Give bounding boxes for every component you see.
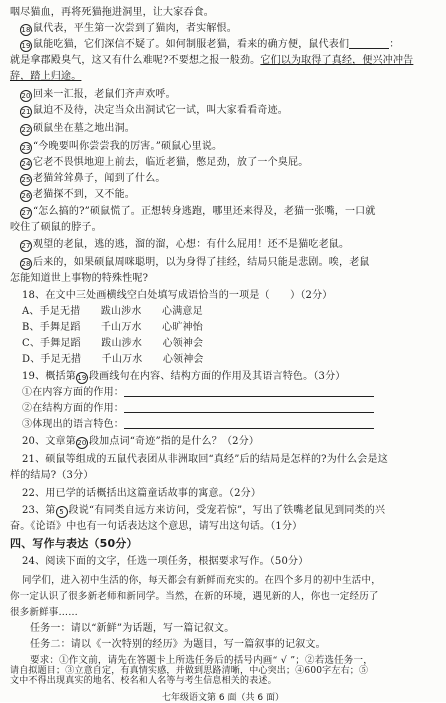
text-line: [10, 272, 446, 285]
footer-text: 七年级语文第 6 面（共 6 面）: [162, 693, 284, 703]
question-text: 段加点词“奇迹”指的是什么？（2分）: [88, 436, 260, 447]
line-text: 老猫耸耸鼻子，闻到了什么。: [33, 173, 166, 184]
paragraph-number: 18: [21, 26, 31, 34]
answer-row: [22, 402, 446, 415]
question-text: 21、硕鼠等组成的五鼠代表团从非洲取回“真经”后的结局是怎样的?为什么会是这: [22, 454, 388, 465]
answer-blank[interactable]: [124, 396, 374, 397]
task-one: [30, 622, 446, 635]
paragraph-line: [20, 104, 446, 118]
paragraph-number: 20: [21, 92, 31, 100]
answer-blank[interactable]: [349, 48, 389, 49]
paragraph-line: [20, 22, 446, 36]
line-text: 怎能知道世上事物的特殊性呢?: [10, 273, 149, 284]
underlined-sentence: 辞，踏上归途。: [10, 71, 82, 82]
underlined-sentence: 它们以为取得了真经，便兴冲冲告: [260, 55, 414, 66]
page-footer: [0, 690, 446, 703]
question-20: [22, 435, 446, 449]
line-text: 回来一汇报，老鼠们齐声欢呼。: [33, 89, 176, 100]
question-24: [22, 555, 446, 568]
option-text: A、手足无措 跋山涉水 心满意足: [22, 306, 203, 317]
paragraph-line: [20, 88, 446, 102]
option-d[interactable]: [22, 353, 446, 366]
line-text: 咽尽猫血，再将死猫拖进洞里，让大家吞食。: [10, 7, 214, 18]
paragraph-number: 25: [21, 176, 31, 184]
paragraph-line: [20, 256, 446, 270]
heading-text: 四、写作与表达（50分）: [10, 537, 138, 550]
line-text: 鼠代表，平生第一次尝到了猫肉，者实解恨。: [33, 23, 237, 34]
question-text: 奋。《论语》中也有一句话表达这个意思，请写出这句话。（1分）: [10, 521, 303, 532]
line-text: 任务一：请以“新鲜”为话题，写一篇记叙文。: [30, 623, 235, 634]
line-text: 它老不畏惧地迎上前去，临近老猫，憋足劲，放了一个臭屁。: [33, 157, 309, 168]
paragraph-number: 27: [21, 242, 31, 250]
requirements: [10, 666, 446, 676]
answer-blank[interactable]: [124, 412, 374, 413]
text-line: [10, 54, 446, 67]
line-text: 要求：①作文前，请先在答题卡上所选任务后的括号内画“ √ ”；②若选任务一，: [30, 655, 373, 666]
option-a[interactable]: [22, 305, 446, 318]
question-text: 段画线句在内容、结构方面的作用及其语言特色。（3分）: [88, 371, 346, 382]
line-text: “怎么搞的?”硕鼠慌了。正想转身逃跑，哪里还来得及，老猫一张嘴，一口就: [33, 206, 376, 217]
question-text: 22、用已学的话概括出这篇童话故事的寓意。（2分）: [22, 488, 262, 499]
text-line: [10, 520, 446, 533]
line-text: “今晚要叫你尝尝我的厉害。”硕鼠心里说。: [33, 141, 223, 152]
answer-label: ①在内容方面的作用：: [22, 387, 124, 398]
line-text: 后来的，如果硕鼠周咪聪明，以为身得了挂经，结局只能是悲剧。唉，老鼠: [33, 257, 370, 268]
question-text: 23、第: [22, 505, 56, 516]
paragraph-number: 19: [21, 42, 31, 50]
paragraph-line: [20, 188, 446, 202]
text-line: [10, 70, 446, 83]
paragraph-number: 27: [21, 209, 31, 217]
question-22: [22, 487, 446, 500]
paragraph-line: [20, 122, 446, 136]
line-text: 咬住了硕鼠的脖子。: [10, 222, 102, 233]
section-heading: [10, 537, 446, 550]
prompt-text: [22, 574, 446, 587]
paragraph-line: [20, 156, 446, 170]
line-text: 同学们，进入初中生活的你，每天都会有新鲜而充实的。在四个多月的初中生活中，: [22, 575, 381, 586]
paragraph-line: [20, 140, 446, 154]
text-line: [10, 221, 446, 234]
answer-blank[interactable]: [124, 428, 374, 429]
paragraph-number: 23: [21, 144, 31, 152]
line-text: 任务二：请以《一次特别的经历》为题目，写一篇叙事的记叙文。: [30, 639, 326, 650]
question-19: [22, 370, 446, 384]
paragraph-number: 24: [21, 160, 31, 168]
paragraph-number: 26: [21, 192, 31, 200]
answer-row: [22, 386, 446, 399]
question-18: [22, 289, 446, 302]
line-text: 就是拿郡殿臭气，这又有什么难呢?不要想之报一般劲。: [10, 55, 261, 66]
paragraph-number: 21: [21, 108, 31, 116]
text-line: [10, 6, 446, 19]
paragraph-line: [20, 172, 446, 186]
option-b[interactable]: [22, 321, 446, 334]
paragraph-number: 19: [77, 374, 87, 382]
line-text: 鼠能吃猫，它们深信不疑了。如何制服老猫，看来的确方便，鼠代表们: [33, 39, 350, 50]
option-c[interactable]: [22, 337, 446, 350]
prompt-text: [10, 606, 446, 619]
paragraph-number: 20: [77, 439, 87, 447]
task-two: [30, 638, 446, 651]
line-text: 很多新鲜事……: [10, 607, 78, 618]
answer-label: ③体现出的语言特色：: [22, 419, 124, 430]
question-text: 24、阅读下面的文字，任选一项任务，根据要求写作。（50分）: [22, 556, 309, 567]
paragraph-line: [20, 38, 446, 52]
paragraph-number: 5: [56, 506, 68, 518]
line-text: 文中不得出现真实的地名、校名和人名等与考生信息相关的表述。: [10, 676, 277, 686]
line-text: ：: [389, 39, 400, 50]
answer-row: [22, 418, 446, 431]
option-text: D、手足无措 千山万水 心领神会: [22, 354, 204, 365]
text-line: [10, 469, 446, 482]
line-text: 请自拟题目；③立意自定，有真情实感，并做到思路清晰，中心突出；④600字左右；⑤: [10, 666, 369, 676]
line-text: 硕鼠坐在墓之地出洞。: [33, 123, 135, 134]
question-text: 样的结局?（3分）: [10, 470, 94, 481]
paragraph-number: 28: [21, 260, 31, 268]
answer-label: ②在结构方面的作用：: [22, 403, 124, 414]
question-23: [22, 504, 446, 518]
paragraph-number: 22: [21, 126, 31, 134]
paragraph-line: [20, 238, 446, 252]
prompt-text: [10, 590, 446, 603]
question-text: 18、在文中三处画横线空白处填写成语恰当的一项是（ ）（2分）: [22, 290, 333, 301]
option-text: B、手舞足蹈 千山万水 心旷神怡: [22, 322, 203, 333]
line-text: 鼠迫不及待，决定当众出洞试它一试，叫大家看看奇迹。: [33, 105, 288, 116]
paragraph-line: [20, 205, 446, 219]
question-text: 19、概括第: [22, 371, 76, 382]
question-text: 20、文章第: [22, 436, 76, 447]
question-21: [22, 453, 446, 466]
question-text: 段说“有同类自远方来访问，受宠若惊”，写出了铁嘴老鼠见到同类的兴: [68, 505, 386, 516]
requirements: [10, 676, 446, 686]
line-text: 你一定认识了很多新老师和新同学。当然，在新的环境，遇见新的人，你也一定经历了: [10, 591, 379, 602]
option-text: C、手舞足蹈 跋山涉水 心领神会: [22, 338, 204, 349]
line-text: 老猫探不到，又不能。: [33, 189, 135, 200]
line-text: 观望的老鼠，逃的逃，溜的溜，心想：有什么屁用！还不是猫吃老鼠。: [33, 239, 350, 250]
